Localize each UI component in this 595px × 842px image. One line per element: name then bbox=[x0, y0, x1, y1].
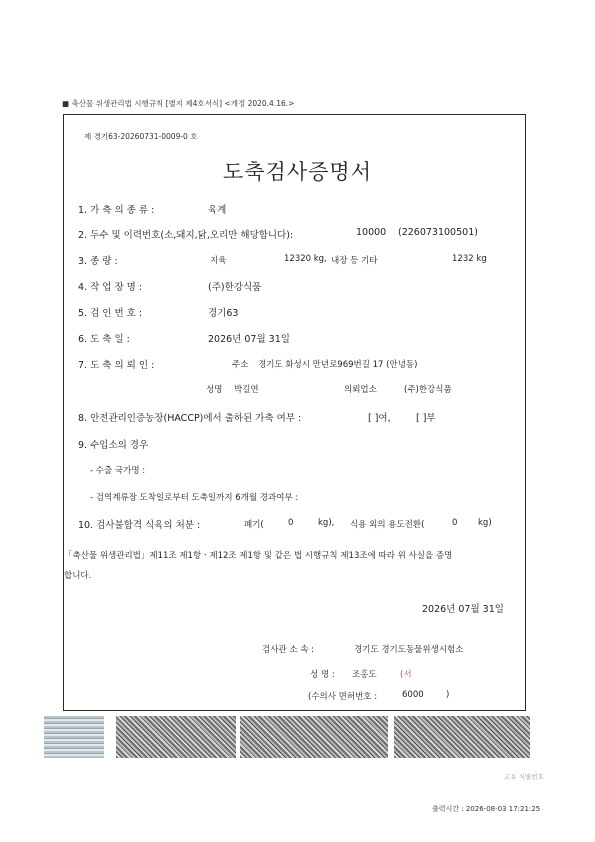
document-title: 도축검사증명서 bbox=[222, 160, 372, 184]
inspector-license-label: (수의사 면허번호 : bbox=[308, 692, 378, 702]
faint-mark: 고유 식별번호 bbox=[504, 773, 544, 781]
item9-quarantine: - 검역계류장 도착일로부터 도축일까지 6개월 경과여부 : bbox=[90, 493, 299, 503]
security-pattern-1 bbox=[116, 716, 236, 758]
security-pattern-light bbox=[44, 716, 104, 758]
inspector-license: 6000 bbox=[402, 690, 424, 700]
certification-line2: 합니다. bbox=[64, 571, 92, 581]
item7-address-label: 주소 bbox=[232, 360, 249, 370]
item10-disposal-unit: kg), bbox=[318, 518, 335, 528]
item4-label: 4. 작 업 장 명 : bbox=[78, 282, 143, 293]
item3-weight: 12320 kg, bbox=[284, 254, 327, 264]
item6-value: 2026년 07월 31일 bbox=[208, 334, 290, 345]
item7-name-label: 성명 bbox=[206, 385, 223, 395]
certification-date: 2026년 07월 31일 bbox=[422, 604, 504, 615]
item10-other-value: 0 bbox=[452, 518, 458, 528]
inspector-affiliation: 경기도 경기도동물위생시험소 bbox=[354, 645, 464, 655]
item3-label: 3. 종 량 : bbox=[78, 256, 118, 267]
item3-other-weight: 1232 kg bbox=[452, 254, 487, 264]
item2-label: 2. 두수 및 이력번호(소,돼지,닭,오리만 해당합니다): bbox=[78, 230, 294, 241]
security-pattern-2 bbox=[240, 716, 388, 758]
item5-label: 5. 검 인 번 호 : bbox=[78, 308, 143, 319]
item3-other-label: 내장 등 기타 bbox=[331, 256, 378, 266]
item7-company-label: 의뢰업소 bbox=[344, 385, 377, 395]
item10-other-unit: kg) bbox=[478, 518, 492, 528]
item1-label: 1. 가 축 의 종 류 : bbox=[78, 205, 155, 216]
item7-address: 경기도 화성시 만년로969번길 17 (안녕동) bbox=[258, 360, 418, 370]
item1-value: 육계 bbox=[208, 205, 227, 216]
inspector-name: 조홍도 bbox=[352, 670, 377, 680]
item6-label: 6. 도 축 일 : bbox=[78, 334, 130, 345]
inspector-license-close: ) bbox=[446, 690, 450, 700]
item9-country: - 수출 국가명 : bbox=[90, 466, 146, 476]
item2-count: 10000 bbox=[356, 227, 387, 238]
item10-disposal-label: 폐기( bbox=[244, 520, 264, 530]
item10-other-label: 식용 외의 용도전환( bbox=[350, 520, 425, 530]
item8-no: [ ]부 bbox=[416, 413, 436, 424]
item8-yes: [ ]여, bbox=[368, 413, 391, 424]
inspector-seal: (서 bbox=[400, 670, 412, 680]
item8-label: 8. 안전관리인증농장(HACCP)에서 출하된 가축 여부 : bbox=[78, 413, 302, 424]
inspector-affiliation-label: 검사관 소 속 : bbox=[262, 645, 315, 655]
item10-disposal-value: 0 bbox=[288, 518, 294, 528]
item2-trace-number: (226073100501) bbox=[398, 227, 478, 238]
item3-type: 지육 bbox=[210, 256, 227, 266]
item7-name: 박길연 bbox=[234, 385, 259, 395]
item9-label: 9. 수입소의 경우 bbox=[78, 440, 149, 451]
security-pattern-3 bbox=[394, 716, 530, 758]
document-number: 제 경기63-20260731-0009-0 호 bbox=[84, 132, 198, 141]
item4-value: (주)한강식품 bbox=[208, 282, 262, 293]
item7-company: (주)한강식품 bbox=[404, 385, 452, 395]
item10-label: 10. 검사불합격 식육의 처분 : bbox=[78, 520, 201, 531]
item5-value: 경기63 bbox=[208, 308, 239, 319]
inspector-name-label: 성 명 : bbox=[310, 670, 335, 680]
item7-label: 7. 도 축 의 뢰 인 : bbox=[78, 360, 155, 371]
certification-line1: 「축산물 위생관리법」제11조 제1항ㆍ제12조 제1항 및 같은 법 시행규칙 제13조에 따라 위 사실을 증명 bbox=[64, 551, 453, 561]
print-timestamp: 출력시간 : 2026-08-03 17:21:25 bbox=[432, 805, 541, 813]
regulation-header: ■ 축산물 위생관리법 시행규칙 [별지 제4호서식] <개정 2020.4.16.> bbox=[62, 99, 295, 108]
